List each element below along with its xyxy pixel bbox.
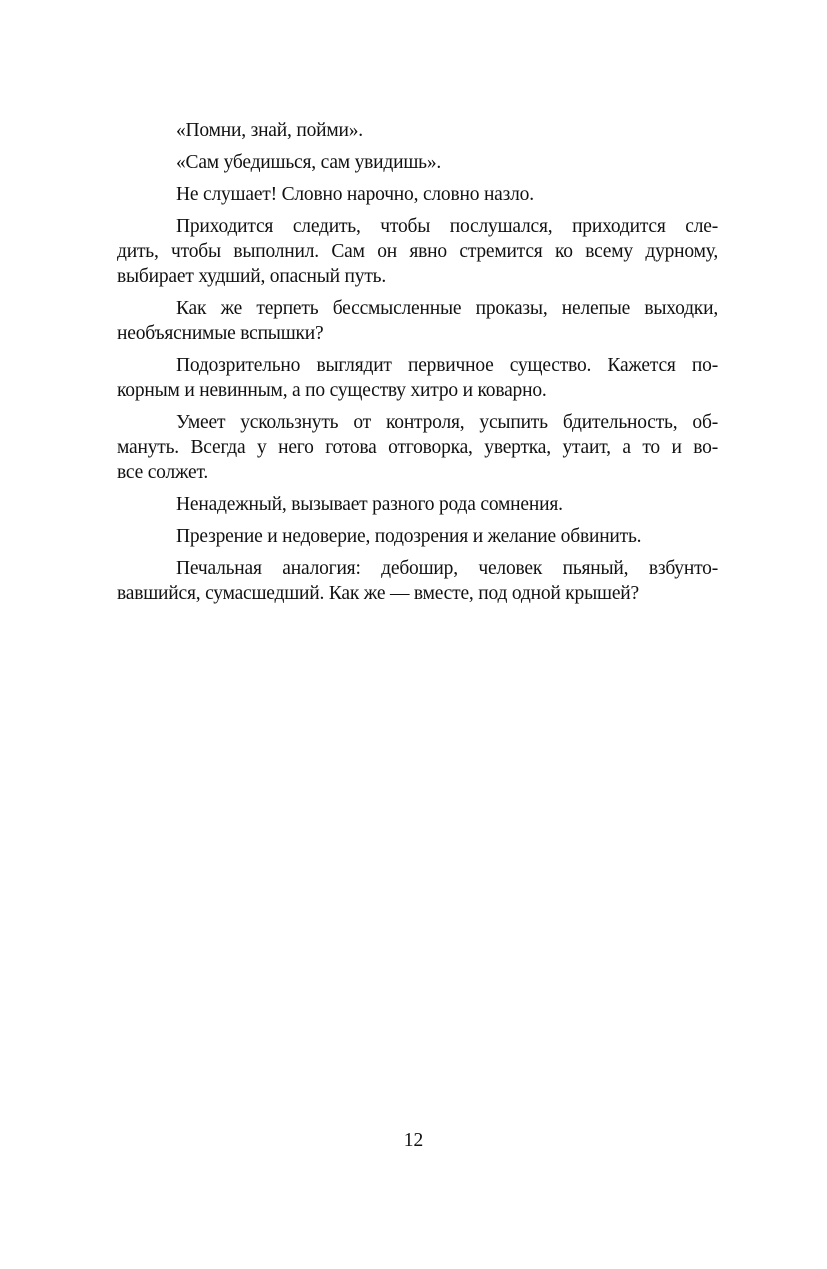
page-body [117,118,718,613]
text-line: «Сам убедишься, сам увидишь». [176,152,442,173]
paragraph-4 [117,214,718,289]
text-line: Не слушает! Словно нарочно, словно назло. [176,184,534,205]
text-line: «Помни, знай, пойми». [176,120,363,141]
text-line: Умеет ускользнуть от контроля, усыпить бдительность, об- [176,412,718,433]
text-line: все солжет. [117,462,208,483]
paragraph-10 [117,556,718,606]
text-line: Как же терпеть бессмысленные проказы, нелепые выходки, [176,298,718,319]
paragraph-6 [117,353,718,403]
paragraph-9 [117,524,718,549]
text-line: необъяснимые вспышки? [117,323,324,344]
text-line: Печальная аналогия: дебошир, человек пьяный, взбунто- [176,558,718,579]
text-line: мануть. Всегда у него готова отговорка, увертка, утаит, а то и во- [117,437,718,458]
text-line: Ненадежный, вызывает разного рода сомнения. [176,494,563,515]
text-line: выбирает худший, опасный путь. [117,266,387,287]
paragraph-2 [117,150,718,175]
paragraph-1 [117,118,718,143]
page-number: 12 [403,1130,424,1151]
text-line: Подозрительно выглядит первичное существо. Кажется по- [176,355,718,376]
paragraph-5 [117,296,718,346]
paragraph-7 [117,410,718,485]
paragraph-8 [117,492,718,517]
text-line: корным и невинным, а по существу хитро и коварно. [117,380,547,401]
text-line: Приходится следить, чтобы послушался, приходится сле- [176,216,718,237]
text-line: дить, чтобы выполнил. Сам он явно стремится ко всему дурному, [117,241,718,262]
text-line: вавшийся, сумасшедший. Как же — вместе, под одной крышей? [117,583,639,604]
paragraph-3 [117,182,718,207]
text-line: Презрение и недоверие, подозрения и желание обвинить. [176,526,642,547]
